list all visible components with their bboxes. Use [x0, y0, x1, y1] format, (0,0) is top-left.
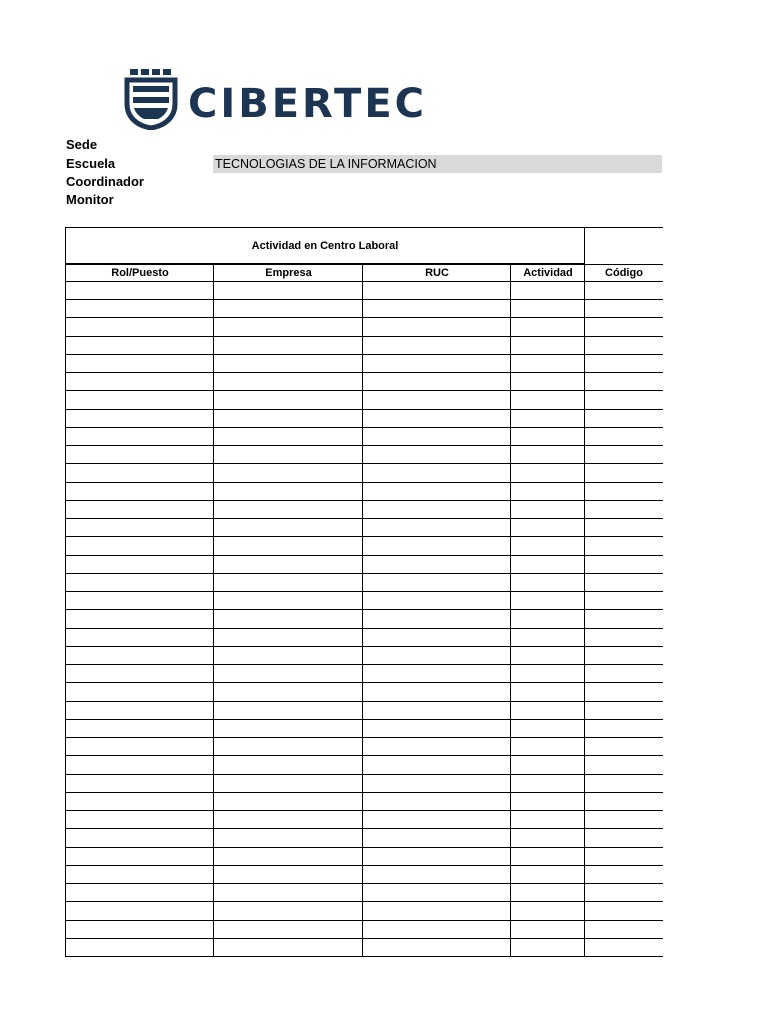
table-row [65, 591, 663, 592]
table-body [65, 282, 663, 957]
table-row [65, 336, 663, 337]
sede-label: Sede [66, 137, 98, 152]
coordinador-label: Coordinador [66, 174, 144, 189]
table-row [65, 920, 663, 921]
table-row [65, 317, 663, 318]
table-row [65, 500, 663, 501]
table-row [65, 372, 663, 373]
table-row [65, 792, 663, 793]
table-row [65, 682, 663, 683]
logo-wordmark: CIBERTEC [188, 81, 428, 127]
monitor-label: Monitor [66, 192, 114, 207]
table-row [65, 573, 663, 574]
column-header-actividad: Actividad [510, 264, 585, 282]
group-title-cell [65, 227, 585, 264]
table-row [65, 609, 663, 610]
table-row [65, 701, 663, 702]
table-row [65, 445, 663, 446]
table-row [65, 463, 663, 464]
column-header-codigo: Código [584, 264, 663, 282]
table-row [65, 482, 663, 483]
table-row [65, 518, 663, 519]
activity-table [65, 227, 663, 957]
table-row [65, 956, 663, 957]
table-row [65, 938, 663, 939]
table-row [65, 646, 663, 647]
table-row [65, 664, 663, 665]
cibertec-logo [124, 68, 434, 130]
table-row [65, 299, 663, 300]
table-row [65, 847, 663, 848]
table-row [65, 719, 663, 720]
table-row [65, 427, 663, 428]
table-row [65, 536, 663, 537]
table-row [65, 354, 663, 355]
group-right-cell [584, 227, 663, 264]
column-divider [510, 282, 511, 957]
shield-crest-icon [124, 68, 180, 130]
column-divider [65, 282, 66, 957]
table-row [65, 883, 663, 884]
table-row [65, 755, 663, 756]
table-row [65, 828, 663, 829]
column-header-empresa: Empresa [213, 264, 363, 282]
table-row [65, 810, 663, 811]
table-row [65, 555, 663, 556]
table-row [65, 409, 663, 410]
table-row [65, 901, 663, 902]
column-header-ruc: RUC [362, 264, 511, 282]
escuela-value: TECNOLOGIAS DE LA INFORMACION [213, 155, 662, 173]
column-divider [362, 282, 363, 957]
table-row [65, 628, 663, 629]
table-row [65, 737, 663, 738]
group-title-text: Actividad en Centro Laboral [251, 239, 399, 252]
table-row [65, 865, 663, 866]
table-row [65, 390, 663, 391]
column-divider [584, 282, 585, 957]
column-header-rol: Rol/Puesto [65, 264, 214, 282]
escuela-label: Escuela [66, 156, 116, 171]
column-divider [213, 282, 214, 957]
table-row [65, 774, 663, 775]
